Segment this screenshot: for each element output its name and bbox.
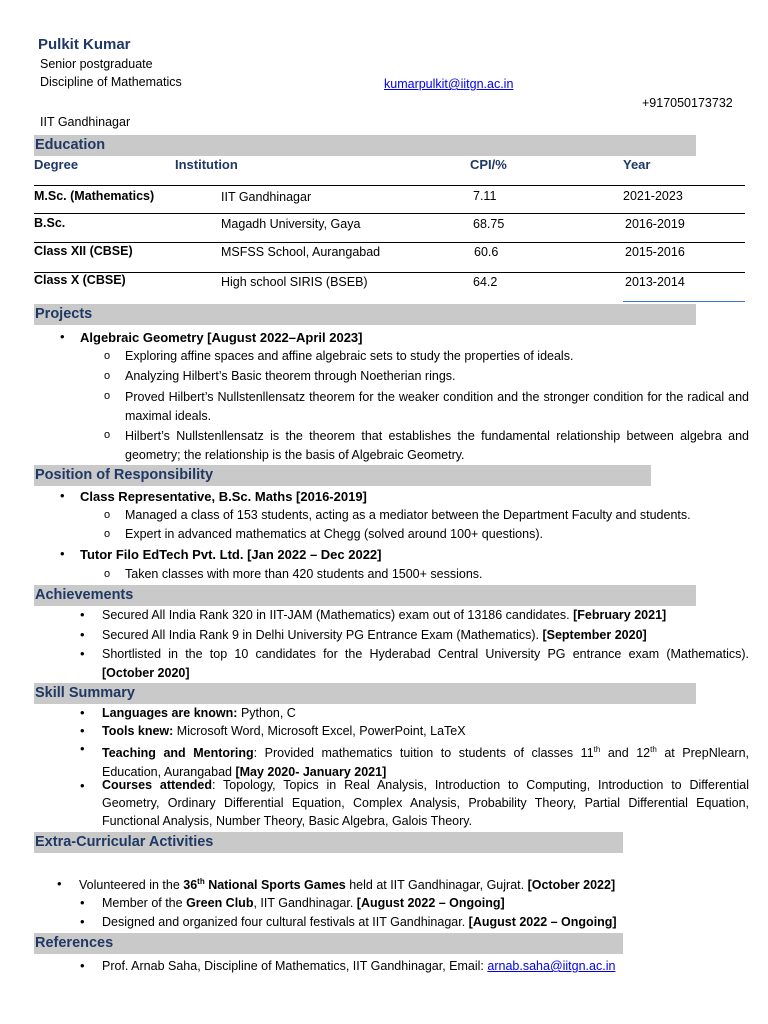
- section-heading-extracurricular: Extra-Curricular Activities: [34, 832, 623, 853]
- bullet-icon: •: [80, 741, 85, 756]
- circle-bullet-icon: o: [104, 509, 111, 521]
- circle-bullet-icon: o: [104, 528, 111, 540]
- bullet-icon: •: [80, 627, 85, 642]
- skill-languages: Languages are known: Python, C: [102, 706, 296, 720]
- bullet-icon: •: [80, 958, 85, 973]
- bullet-icon: •: [60, 546, 65, 561]
- bullet-icon: •: [60, 488, 65, 503]
- activity-item: Member of the Green Club, IIT Gandhinagar. [August 2022 – Ongoing]: [102, 896, 505, 910]
- column-header-institution: Institution: [175, 157, 238, 172]
- project-point: Proved Hilbert’s Nullstenllensatz theorem for the weaker condition and the stronger condition for the radical and maximal ideals.: [125, 390, 749, 423]
- section-heading-skills: Skill Summary: [34, 683, 696, 704]
- responsibility-role: [80, 489, 367, 504]
- achievement-date: [February 2021]: [573, 608, 667, 622]
- table-accent-line: [623, 301, 745, 302]
- table-cell-score: 68.75: [473, 217, 505, 231]
- bullet-icon: •: [80, 723, 85, 738]
- reference-item: Prof. Arnab Saha, Discipline of Mathematics, IIT Gandhinagar, Email: arnab.saha@iitgn.ac.in: [102, 959, 616, 973]
- candidate-name: Pulkit Kumar: [38, 36, 131, 53]
- responsibility-point: Expert in advanced mathematics at Chegg (solved around 100+ questions).: [125, 527, 543, 541]
- achievement-item: Secured All India Rank 320 in IIT-JAM (Mathematics) exam out of 13186 candidates. [February 2021]: [102, 608, 667, 622]
- circle-bullet-icon: o: [104, 350, 111, 362]
- table-cell-score: 7.11: [473, 189, 497, 203]
- bullet-icon: •: [80, 705, 85, 720]
- activity-item: Designed and organized four cultural festivals at IIT Gandhinagar. [August 2022 – Ongoing]: [102, 915, 617, 929]
- responsibility-point: Taken classes with more than 420 students and 1500+ sessions.: [125, 567, 483, 581]
- table-cell-institution: High school SIRIS (BSEB): [221, 275, 368, 289]
- project-title: Algebraic Geometry [August 2022–April 2023]: [80, 330, 363, 345]
- bullet-icon: •: [80, 895, 85, 910]
- circle-bullet-icon: o: [104, 370, 111, 382]
- bullet-icon: •: [80, 778, 85, 793]
- table-divider: [34, 242, 745, 243]
- table-divider: [34, 185, 745, 186]
- responsibility-role: Tutor Filo EdTech Pvt. Ltd. [Jan 2022 – Dec 2022]: [80, 547, 382, 562]
- table-cell-institution: Magadh University, Gaya: [221, 217, 361, 231]
- bullet-icon: •: [60, 329, 65, 344]
- phone-number: +917050173732: [642, 96, 733, 110]
- achievement-item: Shortlisted in the top 10 candidates for the Hyderabad Central University PG entrance exam (Mathematics). [October 2020]: [102, 647, 749, 680]
- responsibility-point: Managed a class of 153 students, acting as a mediator between the Department Faculty and students.: [125, 508, 691, 522]
- circle-bullet-icon: o: [104, 568, 111, 580]
- email-link[interactable]: kumarpulkit@iitgn.ac.in: [384, 77, 514, 91]
- activity-item: Volunteered in the 36th National Sports Games held at IIT Gandhinagar, Gujrat. [October 2022]: [79, 877, 616, 893]
- achievement-date: [September 2020]: [542, 628, 647, 642]
- table-cell-year: 2015-2016: [625, 245, 685, 259]
- column-header-year: Year: [623, 157, 651, 172]
- skill-tools: Tools knew: Microsoft Word, Microsoft Excel, PowerPoint, LaTeX: [102, 724, 466, 738]
- achievement-date: [October 2020]: [102, 666, 190, 680]
- table-cell-institution: IIT Gandhinagar: [221, 190, 312, 204]
- section-heading-references: References: [34, 933, 623, 954]
- project-point: Hilbert’s Nullstenllensatz is the theorem that establishes the fundamental relationship between algebra and geometry; the relationship is the basis of Algebraic Geometry.: [125, 429, 749, 462]
- table-cell-year: 2013-2014: [625, 275, 685, 289]
- bullet-icon: •: [80, 914, 85, 929]
- table-cell-degree: B.Sc.: [34, 216, 66, 230]
- project-point: Analyzing Hilbert’s Basic theorem through Noetherian rings.: [125, 369, 456, 383]
- section-heading-education: Education: [34, 135, 696, 156]
- reference-email-link[interactable]: arnab.saha@iitgn.ac.in: [487, 959, 616, 973]
- role-title: Class Representative, B.Sc. Maths: [80, 489, 293, 504]
- skill-courses: Courses attended: Topology, Topics in Real Analysis, Introduction to Computing, Introduction to Differential Geometry, Ordinary Differential Equation, Complex Analysis, Probability Theory, Partial Differential Equation, Functional Analysis, Number Theory, Basic Algebra, Galois Theory.: [102, 778, 749, 828]
- column-header-degree: Degree: [34, 157, 79, 172]
- table-cell-degree: Class XII (CBSE): [34, 244, 133, 258]
- table-cell-score: 64.2: [473, 275, 498, 289]
- section-heading-achievements: Achievements: [34, 585, 696, 606]
- bullet-icon: •: [57, 876, 62, 891]
- candidate-discipline: Discipline of Mathematics: [40, 75, 182, 89]
- table-cell-year: 2021-2023: [623, 189, 683, 203]
- table-cell-score: 60.6: [474, 245, 499, 259]
- candidate-title: Senior postgraduate: [40, 57, 153, 71]
- circle-bullet-icon: o: [104, 390, 111, 402]
- role-dates: [2016-2019]: [296, 489, 367, 504]
- institute-name: IIT Gandhinagar: [40, 115, 131, 129]
- table-divider: [34, 272, 745, 273]
- project-point: Exploring affine spaces and affine algebraic sets to study the properties of ideals.: [125, 349, 574, 363]
- table-divider: [34, 213, 745, 214]
- section-heading-projects: Projects: [34, 304, 696, 325]
- table-cell-institution: MSFSS School, Aurangabad: [221, 245, 381, 259]
- table-cell-degree: Class X (CBSE): [34, 273, 126, 287]
- bullet-icon: •: [80, 646, 85, 661]
- column-header-cpi: CPI/%: [470, 157, 507, 172]
- achievement-item: Secured All India Rank 9 in Delhi University PG Entrance Exam (Mathematics). [September 2020]: [102, 628, 647, 642]
- bullet-icon: •: [80, 607, 85, 622]
- table-cell-degree: M.Sc. (Mathematics): [34, 189, 155, 203]
- circle-bullet-icon: o: [104, 429, 111, 441]
- skill-teaching: Teaching and Mentoring: Provided mathematics tuition to students of classes 11th and 12th at PrepNlearn, Education, Aurangabad [May 2020- January 2021]: [102, 745, 749, 780]
- section-heading-responsibility: Position of Responsibility: [34, 465, 651, 486]
- table-cell-year: 2016-2019: [625, 217, 685, 231]
